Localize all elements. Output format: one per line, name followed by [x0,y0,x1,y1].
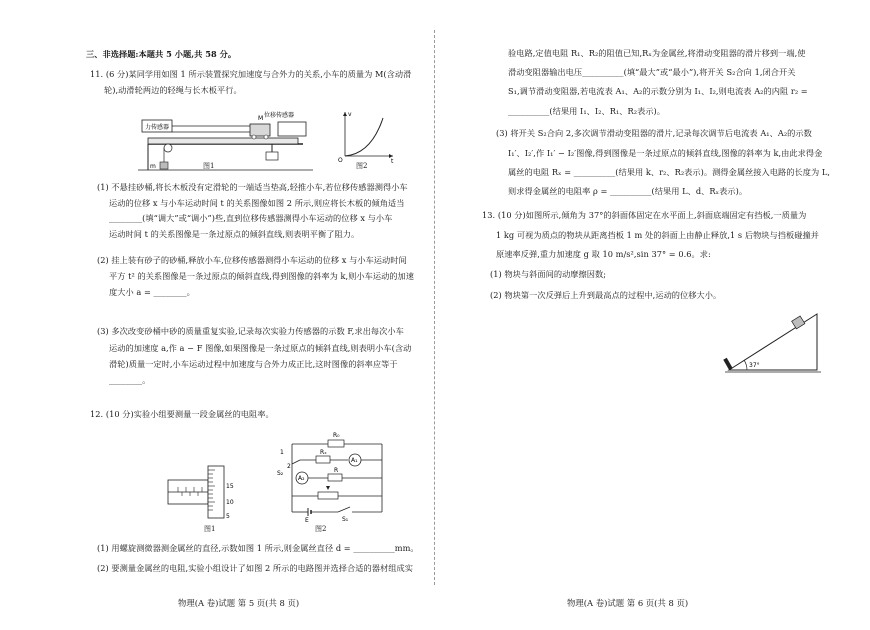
barrier-plate [723,358,732,370]
footer-left: 物理(A 卷)试题 第 5 页(共 8 页) [178,598,300,608]
q11-line-1: 11. (6 分)某同学用如图 1 所示装置探究加速度与合外力的关系,小车的质量为 M(含动滑 [90,69,412,79]
q11-apparatus-figure [138,108,313,174]
q13-line-1: 13. (10 分)如图所示,倾角为 37°的斜面体固定在水平面上,斜面底端固定有挡板,一质量为 [482,210,807,220]
q12-p2: (2) 要测量金属丝的电阻,实验小组设计了如图 2 所示的电路图并选择合适的器材组成实 [97,563,413,573]
q12-cont-line-4: __________(结果用 I₁、I₂、R₁、R₂表示)。 [508,106,666,116]
disp-sensor-label: 位移传感器 [264,112,295,119]
graph-y-label: v [348,111,352,118]
micrometer-tick-15: 15 [226,483,234,490]
micrometer-tick-5: 5 [226,513,230,520]
q11-p2-line-2: 平方 t² 的关系图像是一条过原点的倾斜直线,得到图像的斜率为 k,则小车运动的加速 [109,271,415,281]
q13-line-3: 原速率反弹,重力加速度 g 取 10 m/s²,sin 37° = 0.6。求: [496,249,711,259]
q11-fig2-caption: 图2 [356,162,368,170]
section-heading: 三、非选择题:本题共 5 小题,共 58 分。 [86,49,237,59]
svg-text:A₂: A₂ [298,475,305,482]
q12-cont-line-2: 滑动变阻器输出电压__________(填“最大”或“最小”),将开关 S₂合向 1,闭合开关 [508,67,796,77]
page-right [435,0,870,630]
force-sensor-label: 力传感器 [145,124,170,131]
q11-p1-line-3: ________(填“调大”或“调小”)些,直到位移传感器测得小车运动的位移 x 与小车 [109,213,393,223]
q12-p3-line-4: 则求得金属丝的电阻率 ρ = __________(结果用 L、d、Rₓ表示)。 [508,186,748,196]
footer-right: 物理(A 卷)试题 第 6 页(共 8 页) [567,598,689,608]
q12-p1: (1) 用螺旋测微器测金属丝的直径,示数如图 1 所示,则金属丝直径 d = __________mm。 [97,543,419,553]
q11-p3-line-3: 滑轮)质量一定时,小车运动过程中加速度与合外力成正比,这时图像的斜率应等于 [109,359,398,369]
q12-line: 12. (10 分)实验小组要测量一段金属丝的电阻率。 [90,409,274,419]
graph-origin-label: O [338,157,343,164]
q11-p1-line-2: 运动的位移 x 与小车运动时间 t 的关系图像如图 2 所示,则应将长木板的倾角适当 [109,198,405,208]
svg-text:A₁: A₁ [351,457,358,464]
q11-p3-line-2: 运动的加速度 a,作 a − F 图像,如果图像是一条过原点的倾斜直线,则表明小车(含动 [109,343,412,353]
sand-bucket [160,162,168,169]
resistor-Rx-label: Rₓ [320,449,327,456]
q11-line-2: 轮),动滑轮两边的轻绳与长木板平行。 [104,85,242,95]
bucket-mass-label: m [150,163,156,170]
q13-line-5: (2) 物块第一次反弹后上升到最高点的过程中,运动的位移大小。 [490,290,722,300]
q12-p3-line-3: 属丝的电阻 Rₓ = __________(结果用 k、r₂、R₂表示)。测得金属丝接入电路的长度为 L, [508,167,831,177]
incline-angle-label: 37° [749,362,760,369]
battery-E-label: E [305,517,309,524]
q13-line-4: (1) 物块与斜面间的动摩擦因数; [490,269,607,279]
svg-text:2: 2 [287,463,291,470]
q12-fig1-caption: 图1 [204,525,216,533]
q11-xt-graph [335,108,397,163]
q11-p3-line-4: ________。 [109,375,151,385]
switch-S1-label: S₁ [342,516,349,523]
q12-cont-line-3: S₁,调节滑动变阻器,若电流表 A₁、A₂的示数分别为 I₁、I₂,则电流表 A₂的内阻 r₂ = [508,86,808,96]
q12-fig2-caption: 图2 [315,525,327,533]
circuit-figure [278,428,398,524]
q12-p3-line-1: (3) 将开关 S₂合向 2,多次调节滑动变阻器的滑片,记录每次调节后电流表 A₁、A₂的示数 [496,128,812,138]
q12-cont-line-1: 验电路,定值电阻 R₁、R₂的阻值已知,Rₓ为金属丝,将滑动变阻器的滑片移到一端,使 [508,48,806,58]
q11-fig1-caption: 图1 [203,162,215,170]
switch-S2-label: S₂ [277,470,284,477]
resistor-R0-label: R₀ [333,432,340,439]
q11-p1-line-1: (1) 不悬挂砂桶,将长木板没有定滑轮的一端适当垫高,轻推小车,若位移传感器测得小车 [97,182,408,192]
q11-p2-line-1: (2) 挂上装有砂子的砂桶,释放小车,位移传感器测得小车运动的位移 x 与小车运动时间 [97,255,407,265]
incline-figure [723,306,823,378]
resistor-R-label: R [334,467,339,474]
svg-text:1: 1 [280,449,284,456]
rheostat [318,492,338,499]
cart-mass-label: M [258,115,264,122]
q11-p1-line-4: 运动时间 t 的关系图像是一条过原点的倾斜直线,则表明平衡了阻力。 [109,229,360,239]
micrometer-figure [168,462,248,520]
q11-p2-line-3: 度大小 a = ________。 [109,287,195,297]
graph-x-label: t [391,158,394,165]
micrometer-tick-10: 10 [226,499,234,506]
cart [250,124,270,136]
q11-p3-line-1: (3) 多次改变砂桶中砂的质量重复实验,记录每次实验力传感器的示数 F,求出每次小车 [97,326,404,336]
q13-line-2: 1 kg 可视为质点的物块从距离挡板 1 m 处的斜面上由静止释放,1 s 后物块与挡板碰撞并 [496,230,819,240]
q12-p3-line-2: I₁′、I₂′,作 I₁′ − I₂′图像,得到图像是一条过原点的倾斜直线,图像的斜率为 k,由此求得金 [508,148,823,158]
